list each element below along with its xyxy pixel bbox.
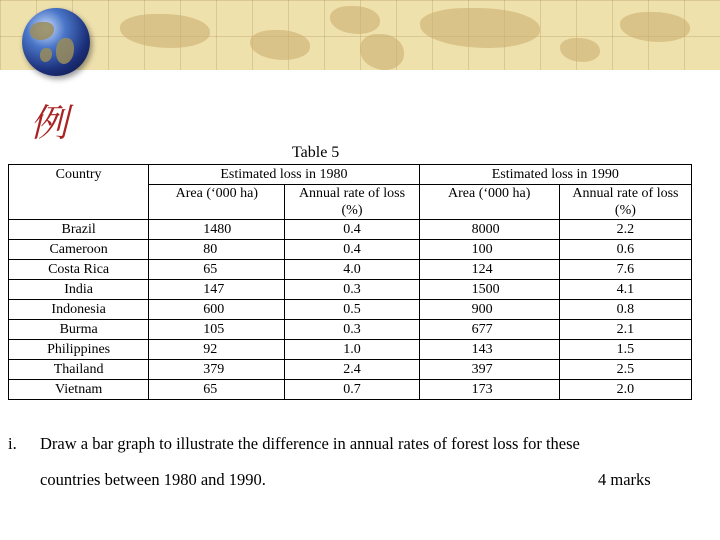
area-1990-cell: 124	[419, 260, 559, 280]
area-1980-cell: 600	[149, 300, 285, 320]
country-cell: Philippines	[9, 340, 149, 360]
area-1980-cell: 379	[149, 360, 285, 380]
country-cell: Indonesia	[9, 300, 149, 320]
rate-1990-cell: 0.8	[559, 300, 691, 320]
rate-1980-cell: 0.4	[285, 220, 419, 240]
area-1990-cell: 173	[419, 380, 559, 400]
question-text-line1: Draw a bar graph to illustrate the difference in annual rates of forest loss for these	[40, 434, 580, 453]
header-1990: Estimated loss in 1990	[419, 165, 691, 185]
table-row	[9, 260, 692, 280]
country-header: Country	[9, 165, 149, 220]
area-1980-cell: 65	[149, 380, 285, 400]
rate-1990-cell: 0.6	[559, 240, 691, 260]
world-map-banner	[0, 0, 720, 70]
table-row	[9, 240, 692, 260]
rate-1980-cell: 0.5	[285, 300, 419, 320]
rate-1980-cell: 0.7	[285, 380, 419, 400]
rate-1980-cell: 2.4	[285, 360, 419, 380]
table-header-row	[9, 165, 692, 185]
rate-1990-cell: 2.2	[559, 220, 691, 240]
rate-1980-cell: 0.4	[285, 240, 419, 260]
rate-1990-cell: 7.6	[559, 260, 691, 280]
area-1980-cell: 105	[149, 320, 285, 340]
area-1990-cell: 677	[419, 320, 559, 340]
rate-1990-cell: 1.5	[559, 340, 691, 360]
rate-1980-cell: 4.0	[285, 260, 419, 280]
area-1980-cell: 80	[149, 240, 285, 260]
area-1990-cell: 397	[419, 360, 559, 380]
area-1980-cell: 65	[149, 260, 285, 280]
table-row	[9, 220, 692, 240]
rate-1990-cell: 2.0	[559, 380, 691, 400]
area-1980-cell: 92	[149, 340, 285, 360]
country-cell: Thailand	[9, 360, 149, 380]
rate-1990-header: Annual rate of loss (%)	[559, 185, 691, 220]
country-cell: Cameroon	[9, 240, 149, 260]
table-row	[9, 360, 692, 380]
area-1990-cell: 1500	[419, 280, 559, 300]
country-cell: Vietnam	[9, 380, 149, 400]
slide-heading: 例	[30, 101, 69, 145]
globe-icon	[22, 8, 90, 76]
area-1980-cell: 147	[149, 280, 285, 300]
question-text-line2: countries between 1980 and 1990.	[40, 470, 266, 489]
header-1980: Estimated loss in 1980	[149, 165, 419, 185]
area-1990-header: Area (‘000 ha)	[419, 185, 559, 220]
area-1990-cell: 100	[419, 240, 559, 260]
country-cell: India	[9, 280, 149, 300]
rate-1990-cell: 4.1	[559, 280, 691, 300]
rate-1990-cell: 2.1	[559, 320, 691, 340]
table-title: Table 5	[292, 144, 340, 161]
rate-1980-header: Annual rate of loss (%)	[285, 185, 419, 220]
table-row	[9, 300, 692, 320]
area-1990-cell: 900	[419, 300, 559, 320]
question-number: i.	[8, 434, 17, 453]
table-row	[9, 340, 692, 360]
forest-loss-table	[8, 164, 692, 400]
table-row	[9, 320, 692, 340]
rate-1980-cell: 1.0	[285, 340, 419, 360]
rate-1980-cell: 0.3	[285, 320, 419, 340]
country-cell: Brazil	[9, 220, 149, 240]
rate-1980-cell: 0.3	[285, 280, 419, 300]
table-row	[9, 380, 692, 400]
area-1990-cell: 8000	[419, 220, 559, 240]
country-cell: Costa Rica	[9, 260, 149, 280]
area-1980-cell: 1480	[149, 220, 285, 240]
area-1980-header: Area (‘000 ha)	[149, 185, 285, 220]
question-marks: 4 marks	[598, 470, 651, 489]
area-1990-cell: 143	[419, 340, 559, 360]
table-row	[9, 280, 692, 300]
country-cell: Burma	[9, 320, 149, 340]
rate-1990-cell: 2.5	[559, 360, 691, 380]
